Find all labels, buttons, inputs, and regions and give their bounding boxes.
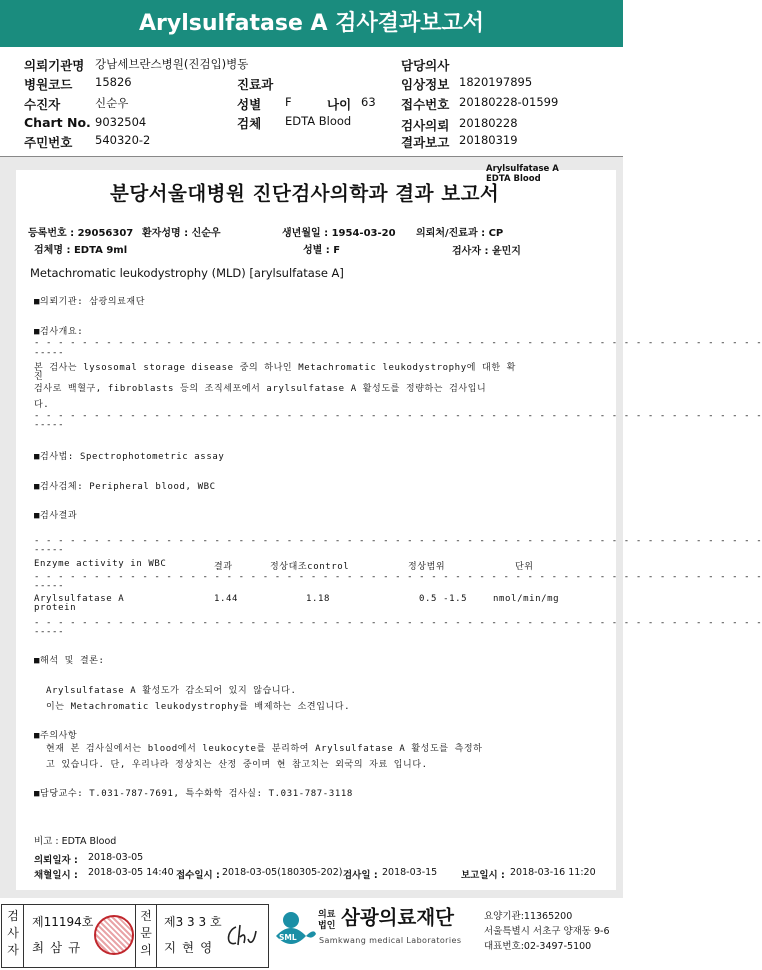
license-1: 제11194호: [32, 915, 94, 929]
row-name-cont: protein: [34, 603, 77, 613]
request-label: 검사의뢰: [401, 118, 450, 133]
request-value: 20180228: [459, 116, 518, 130]
org-type-2: 법인: [318, 921, 336, 931]
patient-value: 신순우: [95, 96, 129, 110]
specimen-label: 검체: [237, 116, 262, 131]
name-1: 최 삼 규: [32, 940, 82, 955]
overview-line: 본 검사는 lysosomal storage disease 중의 하나인 Metachromatic leukodystrophy에 대한 확: [34, 363, 516, 373]
reg-no: 등록번호 : 29056307: [28, 228, 134, 239]
overview-line: 진: [34, 372, 44, 382]
contact-line: ■담당교수: T.031-787-7691, 특수화학 검사실: T.031-787-3118: [34, 789, 353, 799]
interp-line: Arylsulfatase A 활성도가 감소되어 있지 않습니다.: [46, 686, 297, 696]
sex-value: F: [285, 95, 292, 109]
dash-line: -----: [34, 545, 65, 555]
hospital-code-label: 병원코드: [24, 77, 73, 92]
report-label: 결과보고: [401, 135, 450, 150]
col-result: 결과: [214, 562, 233, 572]
clinical-label: 임상정보: [401, 77, 450, 92]
req-date-label: 의뢰일자 :: [34, 855, 78, 866]
test-date-label: 검사일 :: [343, 870, 378, 881]
signature-icon: [224, 921, 258, 951]
method-line: ■검사법: Spectrophotometric assay: [34, 452, 225, 462]
chart-value: 9032504: [95, 115, 147, 129]
care-no: 요양기관:11365200: [484, 911, 573, 922]
receive-label: 접수일시 :: [176, 870, 220, 881]
divider: [23, 905, 24, 967]
license-2: 제3 3 3 호: [164, 915, 222, 929]
sml-logo-icon: [272, 906, 318, 954]
overview-line: 검사로 백혈구, fibroblasts 등의 조직세포에서 arylsulfatase A 활성도를 정량하는 검사입니: [34, 384, 487, 394]
paper-title: 분당서울대병원 진단검사의학과 결과 보고서: [110, 182, 500, 205]
dash-line: -----: [34, 581, 65, 591]
org-type: [318, 910, 335, 932]
test-title: Metachromatic leukodystrophy (MLD) [arylsulfatase A]: [30, 266, 344, 280]
row-unit: nmol/min/mg: [493, 594, 560, 604]
row-control: 1.18: [306, 594, 331, 604]
resident-value: 540320-2: [95, 133, 151, 147]
col-unit: 단위: [515, 562, 534, 572]
result-heading: ■검사결과: [34, 511, 78, 521]
collect-label: 채혈일시 :: [34, 870, 78, 881]
specimen-name: 검체명 : EDTA 9ml: [34, 245, 128, 256]
dash-line: - - - - - - - - - - - - - - - - - - - - - - - - - - - - - - - - - - - - - - - - - - - - - - - - - - - - - - - - - - - - -: [34, 338, 762, 348]
dept-paper: 의뢰처/진료과 : CP: [416, 228, 504, 239]
dash-line: - - - - - - - - - - - - - - - - - - - - - - - - - - - - - - - - - - - - - - - - - - - - - - - - - - - - - - - - - - - - -: [34, 411, 762, 421]
collect-date: 2018-03-05 14:40: [88, 867, 174, 878]
dept-label: 진료과: [237, 77, 274, 92]
patient-label: 수진자: [24, 97, 61, 112]
corner-label-specimen: EDTA Blood: [486, 174, 541, 184]
sex-label: 성별: [237, 97, 262, 112]
dash-line: - - - - - - - - - - - - - - - - - - - - - - - - - - - - - - - - - - - - - - - - - - - - - - - - - - - - - - - - - - - - -: [34, 536, 762, 546]
col-enzyme: Enzyme activity in WBC: [34, 559, 167, 569]
resident-label: 주민번호: [24, 135, 73, 150]
sample-line: ■검사검체: Peripheral blood, WBC: [34, 482, 216, 492]
receive-date: 2018-03-05(180305-202): [222, 867, 343, 878]
dash-line: -----: [34, 348, 65, 358]
examiner-paper: 검사자 : 윤민지: [452, 246, 521, 257]
dash-line: - - - - - - - - - - - - - - - - - - - - - - - - - - - - - - - - - - - - - - - - - - - - - - - - - - - - - - - - - - - - -: [34, 572, 762, 582]
chart-label: Chart No.: [24, 115, 91, 130]
row-range: 0.5 -1.5: [419, 594, 468, 604]
sml-text: SML: [279, 933, 297, 942]
dash-line: -----: [34, 627, 65, 637]
age-label: 나이: [327, 97, 352, 112]
examiner-vertical: 검 사 자: [7, 909, 19, 957]
institution-label: 의뢰기관명: [24, 58, 85, 73]
caution-line: 현재 본 검사실에서는 blood에서 leukocyte를 분리하여 Arylsulfatase A 활성도를 측정하: [46, 744, 483, 754]
sex-paper: 성별 : F: [303, 245, 341, 256]
divider: [135, 905, 136, 967]
address: 서울특별시 서초구 양재동 9-6: [484, 926, 610, 937]
hospital-code-value: 15826: [95, 75, 132, 89]
org-en: Samkwang medical Laboratories: [319, 936, 462, 945]
seal-stamp-icon: [94, 915, 134, 955]
report-date-label: 보고일시 :: [461, 870, 505, 881]
patient-name: 환자성명 : 신순우: [142, 228, 221, 239]
org-type-1: 의료: [318, 910, 336, 920]
institution-line: ■의뢰기관: 삼광의료재단: [34, 297, 145, 307]
phone: 대표번호:02-3497-5100: [484, 941, 592, 952]
org-name: 삼광의료재단: [341, 906, 455, 929]
receipt-value: 20180228-01599: [459, 95, 559, 109]
scanned-report: [16, 164, 762, 890]
req-date: 2018-03-05: [88, 852, 144, 863]
report-date: 2018-03-16 11:20: [510, 867, 596, 878]
dash-line: -----: [34, 420, 65, 430]
caution-line: 고 있습니다. 단, 우리나라 정상치는 산정 중이며 현 참고치는 외국의 자료 입니다.: [46, 760, 428, 770]
caution-heading: ■주의사항: [34, 731, 78, 741]
name-2: 지 현 영: [164, 940, 214, 955]
col-control: 정상대조control: [270, 562, 350, 572]
dash-line: - - - - - - - - - - - - - - - - - - - - - - - - - - - - - - - - - - - - - - - - - - - - - - - - - - - - - - - - - - - - -: [34, 618, 762, 628]
divider: [156, 905, 157, 967]
overview-heading: ■검사개요:: [34, 327, 84, 337]
row-name: Arylsulfatase A: [34, 594, 125, 604]
specialist-vertical: 전 문 의: [140, 909, 152, 957]
overview-line: 다.: [34, 400, 50, 410]
receipt-label: 접수번호: [401, 97, 450, 112]
doctor-label: 담당의사: [401, 58, 450, 73]
signature-box: [1, 904, 269, 968]
corner-label: [486, 164, 559, 184]
col-range: 정상범위: [408, 562, 446, 572]
report-value: 20180319: [459, 133, 518, 147]
clinical-value: 1820197895: [459, 75, 533, 89]
age-value: 63: [361, 95, 376, 109]
birth: 생년월일 : 1954-03-20: [282, 228, 396, 239]
row-result: 1.44: [214, 594, 239, 604]
corner-label-test: Arylsulfatase A: [486, 164, 559, 174]
test-date: 2018-03-15: [382, 867, 438, 878]
interp-heading: ■해석 및 결론:: [34, 656, 105, 666]
institution-value: 강남세브란스병원(진검입)병동: [95, 57, 249, 71]
specimen-value: EDTA Blood: [285, 114, 352, 128]
interp-line: 이는 Metachromatic leukodystrophy를 배제하는 소견입니다.: [46, 702, 351, 712]
remark: 비고 : EDTA Blood: [34, 836, 117, 847]
report-title: Arylsulfatase A 검사결과보고서: [0, 0, 623, 47]
